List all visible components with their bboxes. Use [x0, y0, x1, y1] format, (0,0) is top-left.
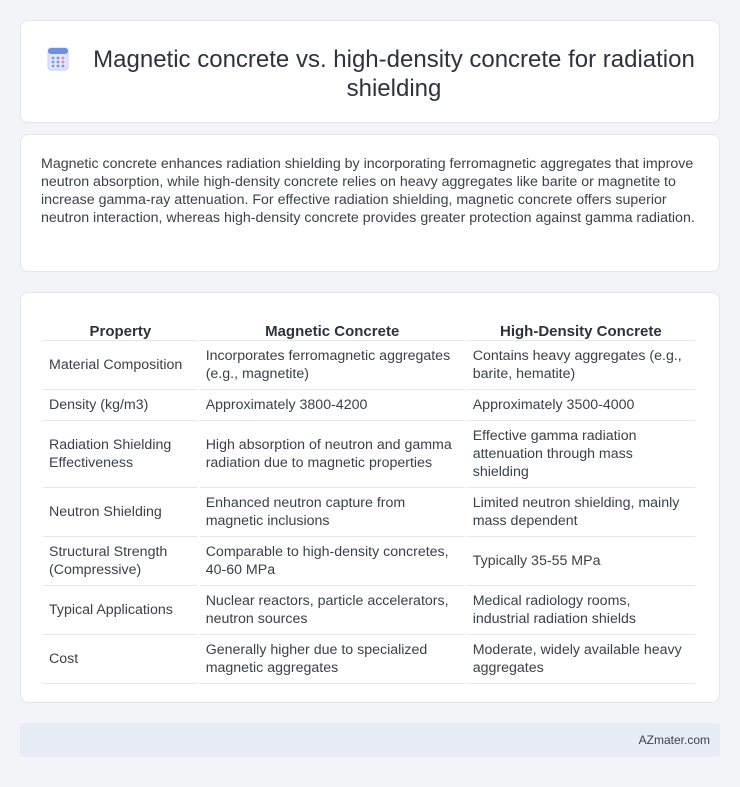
row-high-density-value: Medical radiology rooms, industrial radiation shields	[467, 586, 695, 635]
header-property: Property	[43, 313, 198, 341]
comparison-table	[41, 313, 697, 684]
header-magnetic-concrete: Magnetic Concrete	[200, 313, 465, 341]
table-row	[43, 537, 695, 586]
row-property: Typical Applications	[43, 586, 198, 635]
row-magnetic-value: Approximately 3800-4200	[200, 390, 465, 421]
row-magnetic-value: High absorption of neutron and gamma radiation due to magnetic properties	[200, 421, 465, 488]
summary-text: Magnetic concrete enhances radiation shielding by incorporating ferromagnetic aggregates that improve neutron absorption, while high-density concrete relies on heavy aggregates like barite or magnetite to increase gamma-ray attenuation. For effective radiation shielding, magnetic concrete offers superior neutron interaction, whereas high-density concrete provides greater protection against gamma radiation.	[41, 156, 695, 226]
footer-brand: AZmater.com	[638, 733, 710, 747]
table-row	[43, 421, 695, 488]
row-high-density-value: Moderate, widely available heavy aggregates	[467, 635, 695, 684]
table-row	[43, 390, 695, 421]
row-magnetic-value: Enhanced neutron capture from magnetic inclusions	[200, 488, 465, 537]
row-magnetic-value: Incorporates ferromagnetic aggregates (e.g., magnetite)	[200, 341, 465, 390]
table-row	[43, 635, 695, 684]
comparison-card	[20, 292, 720, 703]
title-card	[20, 20, 720, 123]
row-property: Cost	[43, 635, 198, 684]
row-property: Radiation Shielding Effectiveness	[43, 421, 198, 488]
summary-card	[20, 134, 720, 272]
header-high-density-concrete: High-Density Concrete	[467, 313, 695, 341]
row-magnetic-value: Comparable to high-density concretes, 40-60 MPa	[200, 537, 465, 586]
page-title: Magnetic concrete vs. high-density concrete for radiation shielding	[93, 46, 695, 102]
row-high-density-value: Contains heavy aggregates (e.g., barite, hematite)	[467, 341, 695, 390]
footer	[20, 723, 720, 757]
table-row	[43, 586, 695, 635]
row-magnetic-value: Nuclear reactors, particle accelerators, neutron sources	[200, 586, 465, 635]
row-property: Density (kg/m3)	[43, 390, 198, 421]
row-property: Structural Strength (Compressive)	[43, 537, 198, 586]
row-high-density-value: Approximately 3500-4000	[467, 390, 695, 421]
table-row	[43, 488, 695, 537]
row-property: Material Composition	[43, 341, 198, 390]
row-high-density-value: Limited neutron shielding, mainly mass dependent	[467, 488, 695, 537]
table-row	[43, 341, 695, 390]
row-magnetic-value: Generally higher due to specialized magnetic aggregates	[200, 635, 465, 684]
table-header-row	[43, 313, 695, 341]
row-high-density-value: Effective gamma radiation attenuation through mass shielding	[467, 421, 695, 488]
row-property: Neutron Shielding	[43, 488, 198, 537]
row-high-density-value: Typically 35-55 MPa	[467, 537, 695, 586]
